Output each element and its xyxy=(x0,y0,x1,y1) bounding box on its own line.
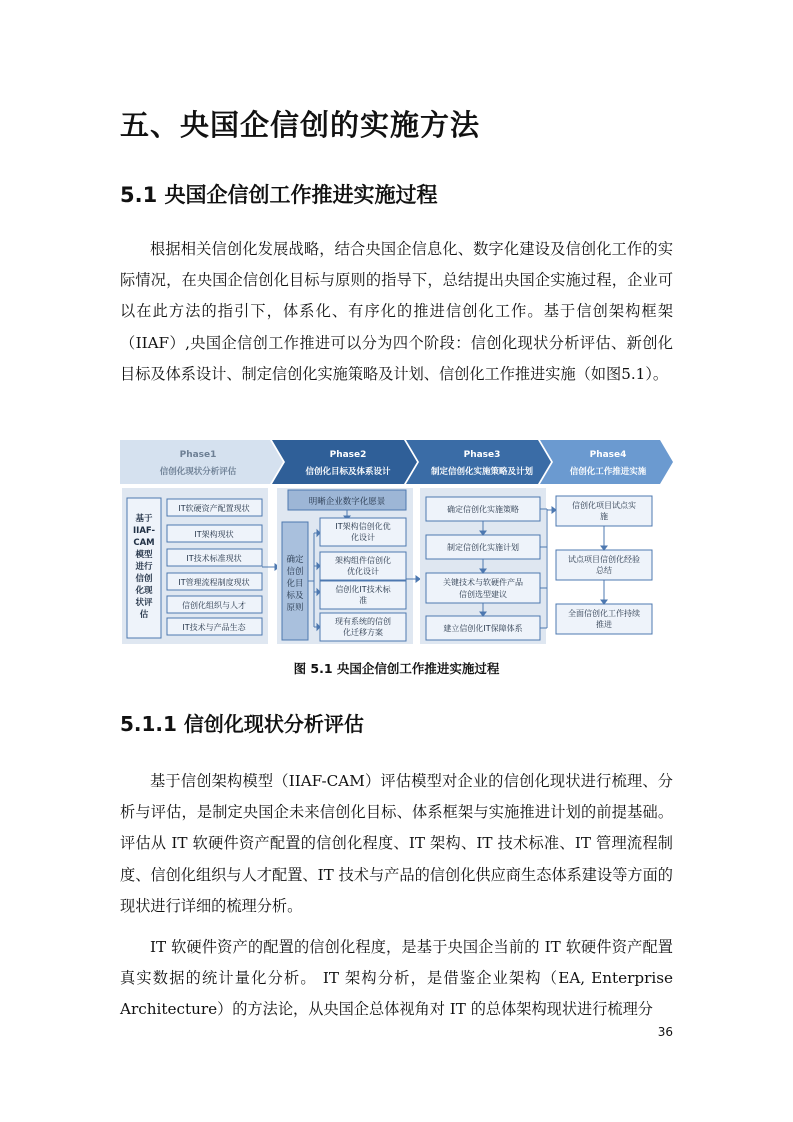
phase-4-title: Phase4 xyxy=(589,450,627,460)
body-paragraph: 基于信创架构模型（IIAF-CAM）评估模型对企业的信创化现状进行梳理、分析与评估，是制定央国企未来信创化目标、体系框架与实施推进计划的前提基础。评估从 IT 软硬件资产配置的信创化程度、IT 架构、IT 技术标准、IT 管理流程制度、信创化组织与人才配置、IT 技术与产品的信创化供应商生态体系建设等方面的现状进行详细的梳理分析。 xyxy=(120,772,673,915)
phase-4-item: 施 xyxy=(600,512,608,521)
section-heading: 5.1 央国企信创工作推进实施过程 xyxy=(120,183,438,207)
phase-header-band xyxy=(120,440,673,484)
phase-2-items xyxy=(320,518,406,641)
phase-2-item: 化设计 xyxy=(351,533,375,542)
phase-3-item: 制定信创化实施计划 xyxy=(447,543,519,552)
phase-4-item: 总结 xyxy=(596,566,612,575)
process-figure xyxy=(120,438,673,644)
phase-2-item: 准 xyxy=(359,596,367,605)
phase-2-item: 化迁移方案 xyxy=(343,628,383,637)
phase-1-item: IT技术与产品生态 xyxy=(182,623,246,632)
svg-text:信创: 信创 xyxy=(135,574,153,584)
svg-text:CAM: CAM xyxy=(133,538,155,548)
svg-text:化目: 化目 xyxy=(286,579,304,589)
phase-4-subtitle: 信创化工作推进实施 xyxy=(569,467,647,477)
phase-2-item: 优化设计 xyxy=(347,567,379,576)
phase-1-item: IT软硬资产配置现状 xyxy=(178,504,250,513)
phase-1-item: IT技术标准现状 xyxy=(186,554,242,563)
phase-1-item: 信创化组织与人才 xyxy=(182,601,246,610)
svg-text:化现: 化现 xyxy=(135,586,153,596)
phase-4-item: 试点项目信创化经验 xyxy=(568,555,640,564)
page-title: 五、央国企信创的实施方法 xyxy=(120,108,481,142)
phase-3-item: 确定信创化实施策略 xyxy=(447,505,519,514)
svg-text:估: 估 xyxy=(139,610,149,620)
phase-4-item: 全面信创化工作持续 xyxy=(568,609,640,618)
svg-text:状评: 状评 xyxy=(135,598,153,608)
phase-1-side-label xyxy=(133,513,155,620)
phase-1-item: IT架构现状 xyxy=(194,530,234,539)
svg-text:模型: 模型 xyxy=(135,550,153,560)
phase-1-subtitle: 信创化现状分析评估 xyxy=(159,467,237,477)
svg-text:基于: 基于 xyxy=(135,514,153,524)
svg-text:进行: 进行 xyxy=(135,562,153,572)
svg-text:确定: 确定 xyxy=(286,555,304,565)
svg-text:IIAF-: IIAF- xyxy=(133,526,155,536)
phase-2-item: 信创化IT技术标 xyxy=(335,585,391,594)
subsection-heading: 5.1.1 信创化现状分析评估 xyxy=(120,712,364,736)
body-paragraph: IT 软硬件资产的配置的信创化程度，是基于央国企当前的 IT 软硬件资产配置真实数据的统计量化分析。 IT 架构分析，是借鉴企业架构（EA, Enterprise Architecture）的方法论，从央国企总体视角对 IT 的总体架构现状进行梳理分 xyxy=(120,938,673,1019)
body-paragraph: 根据相关信创化发展战略，结合央国企信息化、数字化建设及信创化工作的实际情况，在央国企信创化目标与原则的指导下，总结提出央国企实施过程，企业可以在此方法的指引下，体系化、有序化的推进信创化工作。基于信创架构框架（IIAF）,央国企信创工作推进可以分为四个阶段：信创化现状分析评估、新创化目标及体系设计、制定信创化实施策略及计划、信创化工作推进实施（如图5.1）。 xyxy=(120,240,673,383)
phase-2-subtitle: 信创化目标及体系设计 xyxy=(305,467,391,477)
phase-1-title: Phase1 xyxy=(179,450,217,460)
figure-caption: 图 5.1 央国企信创工作推进实施过程 xyxy=(293,661,500,676)
phase-4-item: 信创化项目试点实 xyxy=(572,501,636,510)
svg-text:原则: 原则 xyxy=(286,603,304,613)
phase-4-items xyxy=(556,496,652,634)
page-number: 36 xyxy=(657,1025,673,1039)
svg-text:标及: 标及 xyxy=(286,591,304,601)
svg-text:信创: 信创 xyxy=(286,567,304,577)
phase-2-top-label: 明晰企业数字化愿景 xyxy=(308,497,386,507)
phase-3-subtitle: 制定信创化实施策略及计划 xyxy=(430,467,534,477)
phase-3-item: 关键技术与软硬件产品 xyxy=(443,578,523,587)
phase-2-side-label xyxy=(286,554,304,613)
phase-3-item: 信创选型建议 xyxy=(459,590,507,599)
phase-3-item: 建立信创化IT保障体系 xyxy=(443,624,523,633)
phase-2-title: Phase2 xyxy=(329,450,367,460)
phase-4-item: 推进 xyxy=(596,620,612,629)
phase-2-item: 现有系统的信创 xyxy=(335,617,391,626)
phase-2-item: 架构组件信创化 xyxy=(335,556,391,565)
phase-1-item: IT管理流程制度现状 xyxy=(178,578,250,587)
phase-2-item: IT架构信创化优 xyxy=(335,522,391,531)
phase-3-title: Phase3 xyxy=(463,450,501,460)
